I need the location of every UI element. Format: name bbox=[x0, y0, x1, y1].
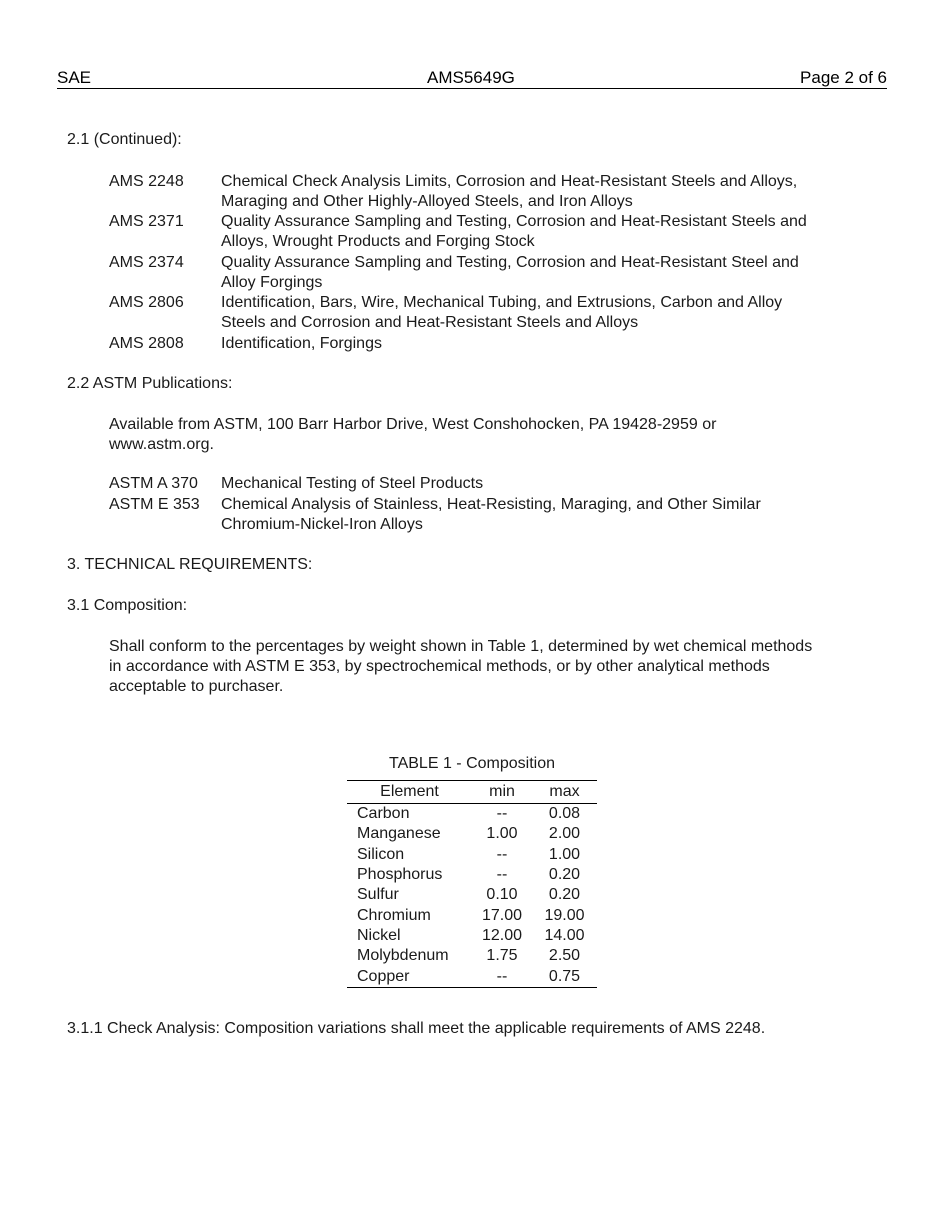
cell-max: 14.00 bbox=[544, 926, 585, 944]
column-header-min: min bbox=[472, 781, 532, 804]
cell-element: Silicon bbox=[357, 845, 405, 863]
table-row bbox=[347, 885, 597, 905]
ref-desc-line1: Chemical Analysis of Stainless, Heat-Resisting, Maraging, and Other Similar bbox=[221, 496, 761, 513]
column-header-element: Element bbox=[347, 781, 472, 804]
cell-min: -- bbox=[496, 866, 508, 884]
astm-availability-line2: www.astm.org. bbox=[109, 436, 214, 453]
cell-max: 0.08 bbox=[548, 805, 581, 823]
table-header-row bbox=[347, 781, 597, 804]
astm-availability-line1: Available from ASTM, 100 Barr Harbor Drive, West Conshohocken, PA 19428-2959 or bbox=[109, 416, 717, 433]
table-row bbox=[347, 824, 597, 844]
composition-para-line3: acceptable to purchaser. bbox=[109, 678, 284, 695]
cell-min: 17.00 bbox=[481, 906, 523, 924]
table-row bbox=[347, 905, 597, 925]
cell-min: -- bbox=[496, 845, 508, 863]
composition-table bbox=[347, 780, 597, 988]
table-caption: TABLE 1 - Composition bbox=[389, 755, 555, 772]
section-3-1-heading: 3.1 Composition: bbox=[67, 597, 188, 614]
cell-element: Molybdenum bbox=[357, 947, 449, 965]
cell-element: Carbon bbox=[357, 805, 410, 823]
header-page-number: Page 2 of 6 bbox=[800, 68, 887, 87]
header-org: SAE bbox=[57, 68, 92, 87]
cell-min: 0.10 bbox=[486, 886, 518, 904]
ref-desc-line1: Quality Assurance Sampling and Testing, Corrosion and Heat-Resistant Steel and bbox=[221, 254, 799, 271]
ref-desc-line2: Maraging and Other Highly-Alloyed Steels, and Iron Alloys bbox=[221, 193, 633, 210]
table-row bbox=[347, 865, 597, 885]
cell-max: 19.00 bbox=[544, 906, 585, 924]
ref-desc-line1: Chemical Check Analysis Limits, Corrosion and Heat-Resistant Steels and Alloys, bbox=[221, 173, 798, 190]
cell-element: Sulfur bbox=[357, 886, 399, 904]
composition-para-line2: in accordance with ASTM E 353, by spectrochemical methods, or by other analytical methods bbox=[109, 658, 770, 675]
cell-max: 1.00 bbox=[548, 845, 581, 863]
cell-max: 2.50 bbox=[548, 947, 581, 965]
ref-code: AMS 2806 bbox=[109, 294, 184, 311]
cell-element: Nickel bbox=[357, 926, 401, 944]
section-3-heading: 3. TECHNICAL REQUIREMENTS: bbox=[67, 556, 313, 573]
cell-min: 1.00 bbox=[486, 825, 518, 843]
ref-code: AMS 2808 bbox=[109, 335, 184, 352]
ref-code: AMS 2371 bbox=[109, 213, 184, 230]
ref-desc-line2: Steels and Corrosion and Heat-Resistant Steels and Alloys bbox=[221, 314, 639, 331]
column-header-max: max bbox=[532, 781, 597, 804]
section-2-2-heading: 2.2 ASTM Publications: bbox=[67, 375, 233, 392]
table-row bbox=[347, 946, 597, 966]
cell-max: 0.75 bbox=[548, 967, 581, 985]
table-row bbox=[347, 845, 597, 865]
cell-element: Phosphorus bbox=[357, 866, 443, 884]
cell-min: -- bbox=[496, 967, 508, 985]
table-row bbox=[347, 966, 597, 987]
cell-element: Manganese bbox=[357, 825, 441, 843]
cell-max: 0.20 bbox=[548, 886, 581, 904]
cell-max: 2.00 bbox=[548, 825, 581, 843]
ref-code: AMS 2248 bbox=[109, 173, 184, 190]
ref-code: ASTM A 370 bbox=[109, 475, 198, 492]
cell-min: -- bbox=[496, 805, 508, 823]
cell-max: 0.20 bbox=[548, 866, 581, 884]
ref-desc-line2: Alloys, Wrought Products and Forging Stock bbox=[221, 233, 535, 250]
ref-desc-line2: Chromium-Nickel-Iron Alloys bbox=[221, 516, 423, 533]
table-row bbox=[347, 926, 597, 946]
ref-code: ASTM E 353 bbox=[109, 496, 200, 513]
section-3-1-1-text: 3.1.1 Check Analysis: Composition variations shall meet the applicable requirements of AMS 2248. bbox=[67, 1020, 766, 1037]
cell-min: 1.75 bbox=[486, 947, 518, 965]
composition-para-line1: Shall conform to the percentages by weight shown in Table 1, determined by wet chemical methods bbox=[109, 638, 813, 655]
cell-element: Chromium bbox=[357, 906, 431, 924]
ref-desc-line2: Alloy Forgings bbox=[221, 274, 323, 291]
ref-desc-line1: Mechanical Testing of Steel Products bbox=[221, 475, 484, 492]
page-header bbox=[57, 68, 887, 89]
table-row bbox=[347, 804, 597, 825]
header-doc-number: AMS5649G bbox=[427, 68, 515, 87]
cell-min: 12.00 bbox=[481, 926, 523, 944]
cell-element: Copper bbox=[357, 967, 410, 985]
ref-desc-line1: Identification, Bars, Wire, Mechanical Tubing, and Extrusions, Carbon and Alloy bbox=[221, 294, 783, 311]
ref-desc-line1: Quality Assurance Sampling and Testing, Corrosion and Heat-Resistant Steels and bbox=[221, 213, 807, 230]
section-2-1-heading: 2.1 (Continued): bbox=[67, 131, 182, 148]
ref-desc-line1: Identification, Forgings bbox=[221, 335, 382, 352]
ref-code: AMS 2374 bbox=[109, 254, 184, 271]
